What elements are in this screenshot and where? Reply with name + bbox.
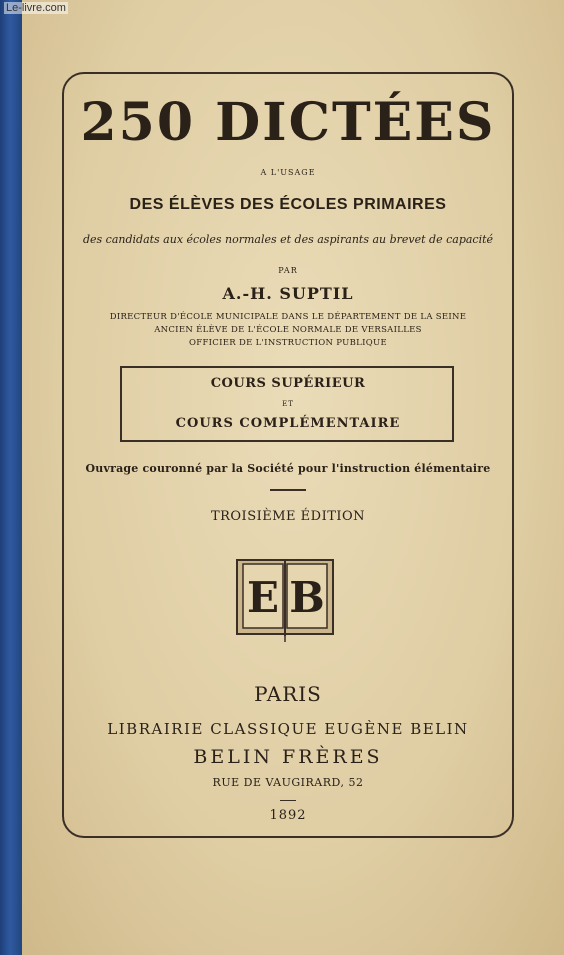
svg-text:B: B: [289, 573, 325, 622]
divider: [280, 800, 296, 801]
usage-label: A L'USAGE: [260, 168, 316, 177]
audience-subtitle: des candidats aux écoles normales et des aspirants au brevet de capacité: [82, 233, 494, 246]
course-level-1: COURS SUPÉRIEUR: [210, 376, 366, 391]
publisher-city: PARIS: [254, 682, 322, 706]
publisher-imprint: BELIN FRÈRES: [193, 746, 383, 768]
publisher-name: LIBRAIRIE CLASSIQUE EUGÈNE BELIN: [107, 720, 469, 738]
publisher-address: RUE DE VAUGIRARD, 52: [212, 776, 364, 789]
award-note: Ouvrage couronné par la Société pour l'instruction élémentaire: [85, 462, 491, 475]
book-title: 250 DICTÉES: [80, 92, 496, 153]
book-spine: [0, 0, 22, 955]
watermark: Le-livre.com: [6, 2, 66, 14]
divider: [270, 489, 306, 491]
author-credential: ANCIEN ÉLÈVE DE L'ÉCOLE NORMALE DE VERSAILLES: [154, 325, 422, 335]
publication-year: 1892: [269, 808, 307, 823]
course-conjunction: ET: [282, 400, 294, 408]
par-label: PAR: [278, 266, 298, 275]
svg-text:E: E: [246, 573, 280, 622]
edition-label: TROISIÈME ÉDITION: [210, 509, 366, 524]
audience-heading: DES ÉLÈVES DES ÉCOLES PRIMAIRES: [129, 196, 447, 213]
open-book-icon: [235, 556, 335, 642]
author-credential: OFFICIER DE L'INSTRUCTION PUBLIQUE: [188, 338, 387, 348]
course-level-2: COURS COMPLÉMENTAIRE: [175, 416, 401, 431]
author-credential: DIRECTEUR D'ÉCOLE MUNICIPALE DANS LE DÉPARTEMENT DE LA SEINE: [109, 312, 467, 322]
author-name: A.-H. SUPTIL: [222, 284, 354, 303]
